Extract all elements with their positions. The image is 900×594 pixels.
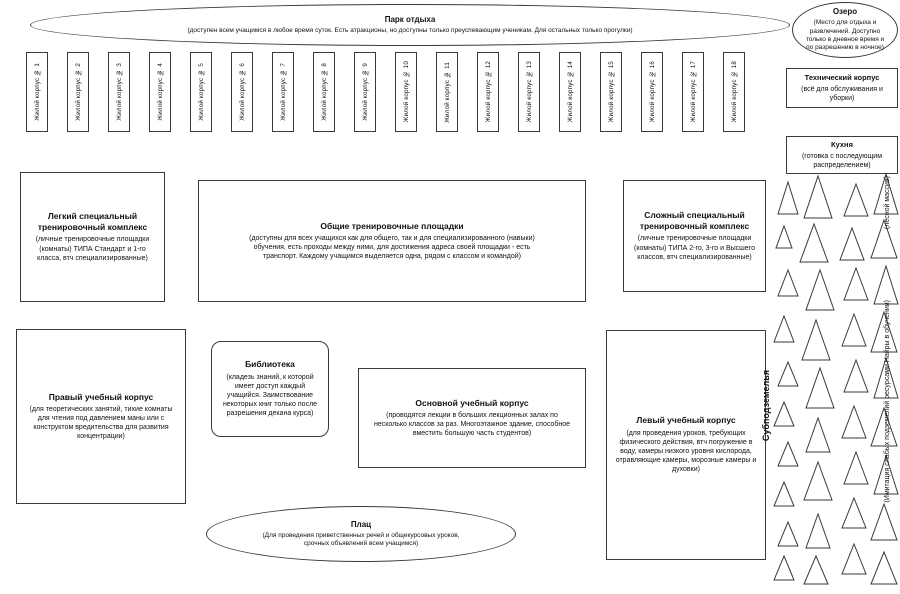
lake-title: Озеро [832, 7, 858, 17]
dorm-label: Жилой корпус № 16 [648, 61, 656, 123]
dorm-block [641, 52, 663, 132]
dorm-block [477, 52, 499, 132]
common-training-desc: (доступны для всех учащихся как для общего, так и для специализированного (навыки) обучения, есть проходы между ними, для достижения адреса своей площадки - есть транспорт. Каждому учащимся выделяется одна, рядом с классом и командой) [249, 235, 535, 261]
lake-ellipse [792, 2, 898, 58]
common-training-title: Общие тренировочные площадки [320, 220, 464, 231]
dorm-label: Жилой корпус № 1 [33, 63, 41, 121]
kitchen-desc: (готовка с последующим распределением) [801, 153, 883, 170]
dorm-block [313, 52, 335, 132]
parade-title: Плац [350, 519, 372, 529]
dorm-block [518, 52, 540, 132]
forest-area [770, 170, 900, 589]
dorm-block [559, 52, 581, 132]
dorm-label: Жилой корпус № 3 [115, 63, 123, 121]
lake-desc: (Место для отдыха и развлечений. Доступно только в дневное время и по разрешению в ночное) [805, 19, 885, 52]
hard-training-title: Сложный специальный тренировочный комплекс [639, 210, 750, 231]
dorm-block [108, 52, 130, 132]
dorm-block [395, 52, 417, 132]
dorm-label: Жилой корпус № 11 [443, 61, 451, 123]
tech-building-title: Технический корпус [804, 72, 880, 82]
left-building-title: Левый учебный корпус [636, 415, 736, 426]
dorm-label: Жилой корпус № 2 [74, 63, 82, 121]
dorm-label: Жилой корпус № 17 [689, 61, 697, 123]
park-desc: (доступен всем учащимся в любое время суток. Есть атракционы, но доступны только преуспевающим ученикам. Для остальных только прогулки) [187, 26, 633, 34]
dorm-label: Жилой корпус № 5 [197, 63, 205, 121]
dorm-block [272, 52, 294, 132]
right-building-box [16, 329, 186, 504]
common-training-box [198, 180, 586, 302]
left-building-box [606, 330, 766, 560]
kitchen-title: Кухня [831, 139, 853, 149]
dorm-block [26, 52, 48, 132]
library-title: Библиотека [245, 359, 295, 370]
dorm-block [600, 52, 622, 132]
main-building-desc: (проводятся лекции в больших лекционных залах по несколько классов за раз. Многоэтажное здание, способное вместить большую часть студентов) [374, 412, 570, 438]
left-building-desc: (для проведения уроков, требующих физического действия, втч погружение в воду, камеры низкого уровня кислорода, отравляющие камеры, морозные камеры и духовки) [615, 430, 757, 474]
dorm-label: Жилой корпус № 10 [402, 61, 410, 123]
dorm-label: Жилой корпус № 8 [320, 63, 328, 121]
hard-training-box [623, 180, 766, 292]
hard-training-desc: (личные тренировочные площадки (комнаты) ТИПА 2-го, 3-го и Высшего классов, втч специализированные) [634, 235, 755, 261]
easy-training-title: Легкий специальный тренировочный комплекс [37, 211, 148, 232]
dorm-block [231, 52, 253, 132]
right-building-title: Правый учебный корпус [48, 391, 154, 402]
forest-label-bottom: (Имитация слабых подземелий ресурсами Найры в обучении) [884, 300, 891, 503]
forest-label-bold: Субподземелья [761, 370, 771, 442]
parade-ellipse [206, 506, 516, 562]
dorm-block [67, 52, 89, 132]
right-building-desc: (для теоретических занятий, тихие комнаты для чтения под давлением маны или с конструктом вредительства для развития концентрации) [29, 406, 173, 441]
dorm-label: Жилой корпус № 15 [607, 61, 615, 123]
kitchen-box [786, 136, 898, 174]
easy-training-box [20, 172, 165, 302]
tech-building-desc: (всё для обслуживания и уборки) [801, 86, 883, 103]
dorm-label: Жилой корпус № 18 [730, 61, 738, 123]
library-desc: (кладезь знаний, к которой имеет доступ каждый учащийся. Заимствование некоторых книг только после разрешения декана курса) [222, 374, 318, 418]
library-box [211, 341, 329, 437]
dorm-label: Жилой корпус № 13 [525, 61, 533, 123]
dorm-label: Жилой корпус № 7 [279, 63, 287, 121]
main-building-title: Основной учебный корпус [415, 397, 529, 408]
dorm-label: Жилой корпус № 6 [238, 63, 246, 121]
dorm-block [190, 52, 212, 132]
dorm-label: Жилой корпус № 12 [484, 61, 492, 123]
park-title: Парк отдыха [384, 14, 436, 24]
forest-trees-icon [770, 170, 900, 589]
easy-training-desc: (личные тренировочные площадки (комнаты) ТИПА Стандарт и 1-го класса, втч специализированные) [35, 236, 150, 262]
dorm-label: Жилой корпус № 14 [566, 61, 574, 123]
tech-building-box [786, 68, 898, 108]
parade-desc: (Для проведения приветственных речей и общекурсовых уроков, срочных объявлений всем учащимся) [262, 531, 460, 547]
dorm-block [682, 52, 704, 132]
dorm-label: Жилой корпус № 4 [156, 63, 164, 121]
dorm-block [149, 52, 171, 132]
main-building-box [358, 368, 586, 468]
dorm-block [723, 52, 745, 132]
park-ellipse [30, 4, 790, 46]
forest-label-top: (лесной массив) [884, 176, 891, 230]
dorm-block [436, 52, 458, 132]
dorm-label: Жилой корпус № 9 [361, 63, 369, 121]
dorm-block [354, 52, 376, 132]
